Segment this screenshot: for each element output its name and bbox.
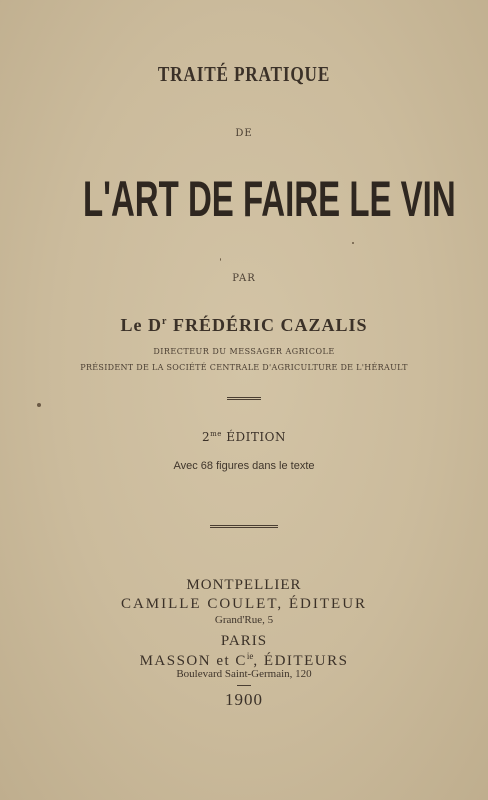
author-prefix-sup: r (162, 316, 168, 327)
subtitle-traite-pratique: TRAITÉ PRATIQUE (157, 62, 331, 86)
divider-rule-tiny (237, 685, 251, 686)
author-full-name: FRÉDÉRIC CAZALIS (167, 315, 368, 335)
figures-note: Avec 68 figures dans le texte (173, 460, 315, 472)
imprint-city-montpellier: MONTPELLIER (186, 577, 302, 593)
divider-rule-long (210, 525, 278, 528)
publisher-masson-b: , ÉDITEURS (253, 653, 349, 669)
imprint-publisher-coulet: CAMILLE COULET, ÉDITEUR (120, 596, 368, 612)
author-prefix: Le D (120, 315, 162, 335)
imprint-city-paris: PARIS (220, 633, 268, 649)
paper-speck (220, 258, 221, 261)
edition-label (0, 430, 488, 444)
imprint-year: 1900 (225, 690, 263, 709)
paper-speck (352, 242, 354, 244)
edition-number-sup: me (210, 430, 222, 438)
author-role-directeur: DIRECTEUR DU MESSAGER AGRICOLE (153, 347, 335, 356)
main-title: L'ART DE FAIRE LE VIN (82, 171, 456, 227)
edition-word: ÉDITION (221, 430, 286, 444)
connector-par: PAR (232, 273, 256, 284)
divider-rule-short (227, 397, 261, 400)
author-name (0, 315, 488, 336)
publisher-masson-a: MASSON et C (139, 653, 247, 669)
edition-number: 2 (202, 430, 211, 444)
imprint-address-grand-rue: Grand'Rue, 5 (214, 614, 274, 626)
author-role-president: PRÉSIDENT DE LA SOCIÉTÉ CENTRALE D'AGRICULTURE DE L'HÉRAULT (80, 363, 408, 372)
publisher-masson-sup: ie (246, 651, 254, 661)
connector-de: DE (235, 128, 253, 139)
paper-speck (37, 403, 41, 407)
imprint-address-saint-germain: Boulevard Saint-Germain, 120 (176, 668, 312, 680)
